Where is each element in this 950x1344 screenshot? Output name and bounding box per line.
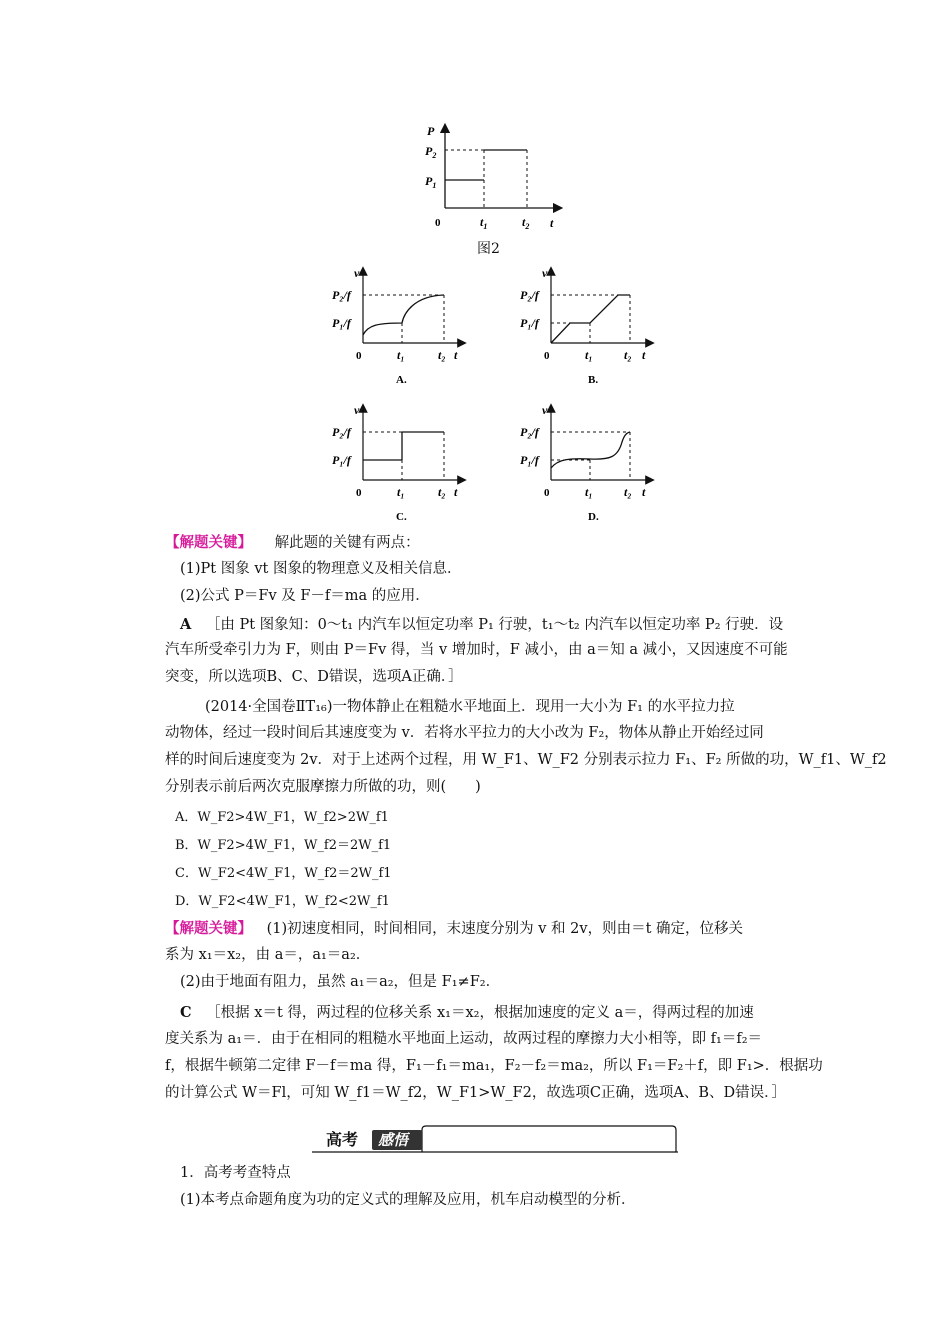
q2-answer-letter: C xyxy=(180,1004,192,1021)
section-heading: 1．高考考查特点 xyxy=(180,1165,291,1181)
q2-stem-line4: 分别表示前后两次克服摩擦力所做的功，则( ) xyxy=(165,779,481,795)
graph-a-label: A. xyxy=(396,374,407,386)
graph-c-label: C. xyxy=(396,511,407,523)
section-line1: (1)本考点命题角度为功的定义式的理解及应用，机车启动模型的分析． xyxy=(180,1192,636,1208)
svg-text:P₁/f: P₁/f xyxy=(520,453,539,467)
svg-text:v: v xyxy=(354,403,360,417)
svg-text:t₂: t₂ xyxy=(438,485,446,499)
svg-text:P1: $P_1$ xyxy=(425,174,437,190)
graph-a xyxy=(330,265,470,390)
y-axis-label: P xyxy=(427,124,435,138)
svg-text:P₁/f: P₁/f xyxy=(520,316,539,330)
svg-text:t: t xyxy=(454,485,458,499)
svg-text:t₁: t₁ xyxy=(397,348,405,362)
svg-text:v: v xyxy=(542,403,548,417)
q2-answer-line2: 度关系为 a₁＝．由于在相同的粗糙水平地面上运动，故两过程的摩擦力大小相等，即 f₁＝f₂＝ xyxy=(165,1031,763,1047)
figure2-pt-graph xyxy=(418,120,568,235)
q2-answer-line1: C ［根据 x＝t 得，两过程的位移关系 x₁＝x₂，根据加速度的定义 a＝，得两过程的加速 xyxy=(180,1004,754,1021)
svg-text:t₁: t₁ xyxy=(397,485,405,499)
svg-text:0: 0 xyxy=(544,487,550,499)
svg-text:t: t xyxy=(642,485,646,499)
svg-text:P₂/f: P₂/f xyxy=(332,425,351,439)
graph-d xyxy=(518,402,658,527)
q2-option-c: C．W_F2<4W_F1，W_f2＝2W_f1 xyxy=(175,866,392,881)
x-axis-label: t xyxy=(550,216,554,230)
q2-option-d: D．W_F2<4W_F1，W_f2<2W_f1 xyxy=(175,894,390,909)
q1-key-line xyxy=(165,530,810,556)
q2-stem-line1: (2014·全国卷ⅡT₁₆)一物体静止在粗糙水平地面上．现用一大小为 F₁ 的水平拉力拉 xyxy=(205,699,735,715)
q2-option-a: A．W_F2>4W_F1，W_f2>2W_f1 xyxy=(175,810,389,825)
svg-text:P₂/f: P₂/f xyxy=(332,288,351,302)
svg-text:P2: $P_2$ xyxy=(425,144,437,160)
q1-answer-line3: 突变，所以选项B、C、D错误，选项A正确．］ xyxy=(165,669,463,685)
q1-answer-letter: A xyxy=(180,616,192,633)
figure2-caption: 图2 xyxy=(477,241,500,257)
q2-key-tag: 【解题关键】 xyxy=(165,920,252,937)
q2-stem-line3: 样的时间后速度变为 2v．对于上述两个过程，用 W_F1、W_F2 分别表示拉力 F₁、F₂ 所做的功，W_f1、W_f2 xyxy=(165,752,887,768)
q2-key-line1: 【解题关键】 (1)初速度相同，时间相同，末速度分别为 v 和 2v，则由＝t 确定，位移关 xyxy=(165,920,744,937)
section-banner xyxy=(312,1122,678,1154)
q1-key-text: 解此题的关键有两点： xyxy=(274,535,420,551)
svg-text:t₁: t₁ xyxy=(585,348,593,362)
q2-key-line3: (2)由于地面有阻力，虽然 a₁＝a₂，但是 F₁≠F₂． xyxy=(180,974,501,990)
graph-a-curve xyxy=(363,295,444,335)
svg-text:t₂: t₂ xyxy=(624,348,632,362)
graph-b-label: B. xyxy=(588,374,599,386)
svg-text:P₂/f: P₂/f xyxy=(520,288,539,302)
q2-option-b: B．W_F2>4W_F1，W_f2＝2W_f1 xyxy=(175,838,392,853)
q1-key-tag: 【解题关键】 xyxy=(165,534,252,551)
svg-text:t1: $t_1$ xyxy=(480,215,488,231)
q2-answer-line3: f，根据牛顿第二定律 F－f＝ma 得，F₁－f₁＝ma₁，F₂－f₂＝ma₂，所以 F₁＝F₂＋f，即 F₁>．根据功 xyxy=(165,1058,823,1074)
svg-text:t₂: t₂ xyxy=(624,485,632,499)
svg-text:t2: $t_2$ xyxy=(522,215,530,231)
svg-text:v: v xyxy=(354,266,360,280)
q1-point2: (2)公式 P＝Fv 及 F－f＝ma 的应用． xyxy=(180,588,430,604)
svg-text:t₂: t₂ xyxy=(438,348,446,362)
svg-text:0: 0 xyxy=(356,350,362,362)
svg-text:v: v xyxy=(542,266,548,280)
q1-answer-line2: 汽车所受牵引力为 F，则由 P＝Fv 得，当 v 增加时，F 减小，由 a＝知 a 减小，又因速度不可能 xyxy=(165,642,788,658)
q1-point1: (1)Pt 图象 vt 图象的物理意义及相关信息． xyxy=(180,561,462,577)
graph-b xyxy=(518,265,658,390)
svg-text:t₁: t₁ xyxy=(585,485,593,499)
graph-d-label: D. xyxy=(588,511,599,523)
svg-text:P₁/f: P₁/f xyxy=(332,316,351,330)
graph-c xyxy=(330,402,470,527)
q2-key-line2: 系为 x₁＝x₂，由 a＝，a₁＝a₂． xyxy=(165,947,371,963)
svg-text:P₁/f: P₁/f xyxy=(332,453,351,467)
svg-text:P₂/f: P₂/f xyxy=(520,425,539,439)
svg-text:0: 0 xyxy=(544,350,550,362)
svg-text:t: t xyxy=(454,348,458,362)
origin-label: 0 xyxy=(435,217,441,229)
q1-answer-line1: A ［由 Pt 图象知：0～t₁ 内汽车以恒定功率 P₁ 行驶，t₁～t₂ 内汽车以恒定功率 P₂ 行驶．设 xyxy=(180,616,784,633)
svg-text:t: t xyxy=(642,348,646,362)
q2-stem-line2: 动物体，经过一段时间后其速度变为 v．若将水平拉力的大小改为 F₂，物体从静止开始经过同 xyxy=(165,725,764,741)
banner-text1: 高考 xyxy=(326,1130,359,1149)
banner-text2: 感悟 xyxy=(378,1131,409,1149)
q2-answer-line4: 的计算公式 W＝Fl，可知 W_f1＝W_f2，W_F1>W_F2，故选项C正确，选项A、B、D错误．］ xyxy=(165,1085,786,1101)
svg-text:0: 0 xyxy=(356,487,362,499)
